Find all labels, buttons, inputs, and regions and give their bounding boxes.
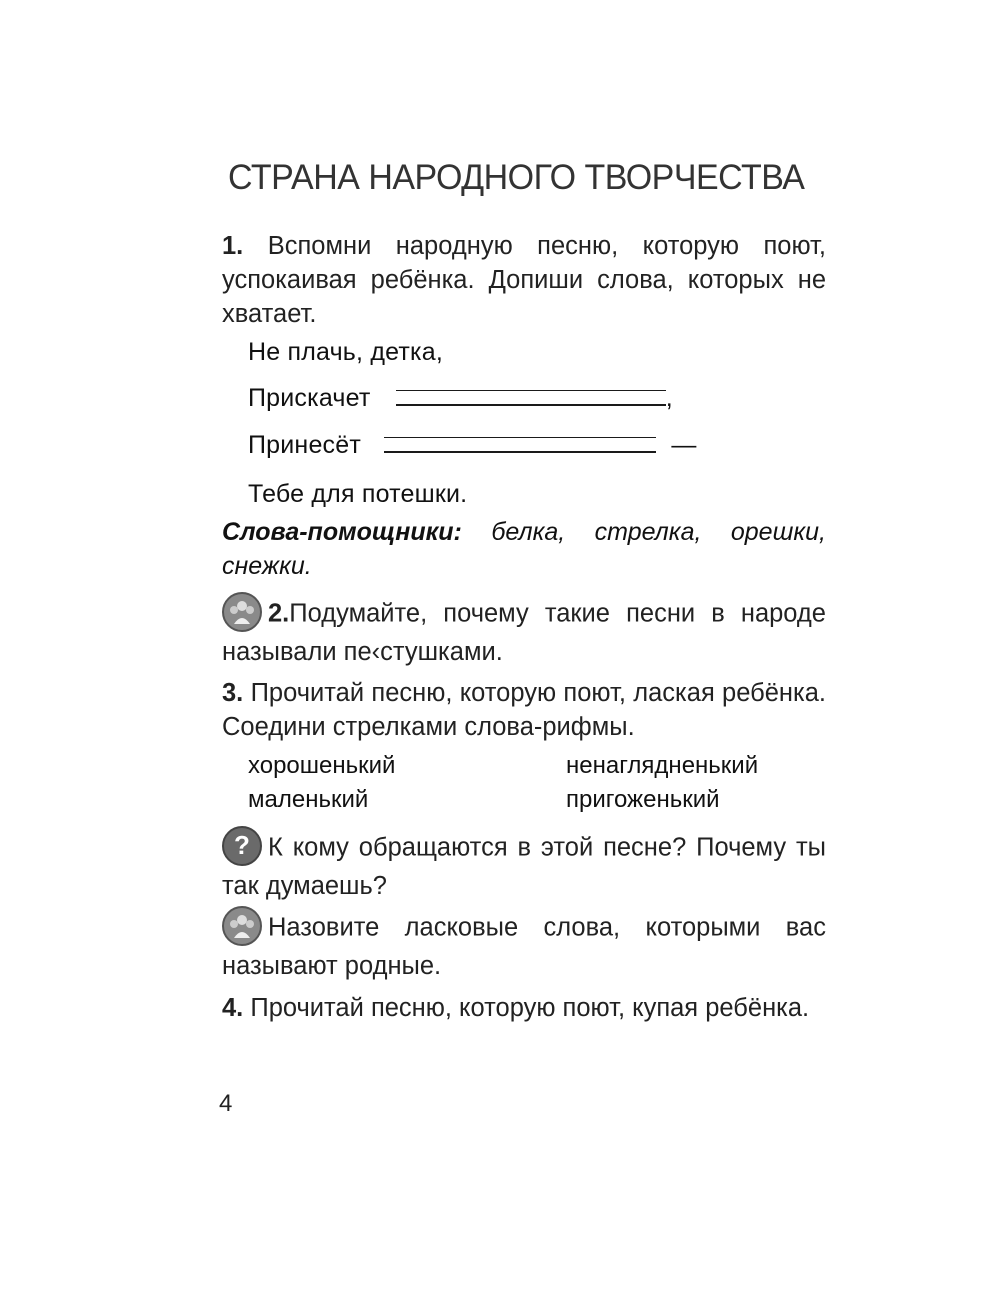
- task-3-question-text: К кому обращаются в этой песне? Почему ты так думаешь?: [222, 833, 826, 900]
- group-discussion-icon: [222, 906, 262, 946]
- group-discussion-icon: [222, 592, 262, 632]
- verse-line-3: [248, 431, 697, 460]
- fill-in-blank-1[interactable]: [396, 398, 666, 406]
- task-4-text: Прочитай песню, которую поют, купая ребёнка.: [250, 994, 810, 1022]
- task-4-number: 4.: [222, 994, 244, 1022]
- task-1-number: 1.: [222, 232, 244, 260]
- task-3-discussion: [222, 909, 826, 983]
- helper-words-label: Слова-помощники:: [222, 518, 462, 546]
- rhyme-word-right-2[interactable]: пригоженький: [566, 786, 720, 813]
- task-2-text: Подумайте, почему такие песни в народе называли пе‹стушками.: [222, 599, 826, 666]
- page-number: 4: [219, 1090, 233, 1117]
- verse-line-2-comma: ,: [665, 384, 673, 412]
- task-3-text: Прочитай песню, которую поют, лаская ребёнка. Соедини стрелками слова-рифмы.: [222, 679, 826, 741]
- verse-line-3-dash: —: [671, 431, 697, 459]
- page-title: СТРАНА НАРОДНОГО ТВОРЧЕСТВА: [228, 158, 805, 197]
- task-2-number: 2.: [268, 599, 290, 628]
- verse-line-2: [248, 384, 673, 413]
- fill-in-blank-2[interactable]: [384, 445, 656, 453]
- task-3-question: [222, 829, 826, 903]
- helper-words-list: белка, стрелка, орешки, снежки.: [222, 518, 826, 580]
- verse-line-1: Не плачь, детка,: [248, 338, 443, 366]
- task-4-instruction: [222, 991, 826, 1025]
- task-2-instruction: [222, 595, 826, 669]
- task-1-instruction: [222, 229, 826, 331]
- verse-line-3-text: Принесёт: [248, 431, 362, 459]
- verse-line-4: Тебе для потешки.: [248, 480, 468, 508]
- helper-words: [222, 515, 826, 583]
- rhyme-word-left-1[interactable]: хорошенький: [248, 752, 396, 779]
- rhyme-word-right-1[interactable]: ненаглядненький: [566, 752, 759, 779]
- task-3-number: 3.: [222, 679, 244, 707]
- verse-line-2-text: Прискачет: [248, 384, 371, 412]
- question-icon: ?: [222, 826, 262, 866]
- task-3-discussion-text: Назовите ласковые слова, которыми вас называют родные.: [222, 913, 826, 980]
- task-3-instruction: [222, 676, 826, 744]
- task-1-text: Вспомни народную песню, которую поют, успокаивая ребёнка. Допиши слова, которых не хватает.: [222, 232, 826, 328]
- rhyme-word-left-2[interactable]: маленький: [248, 786, 369, 813]
